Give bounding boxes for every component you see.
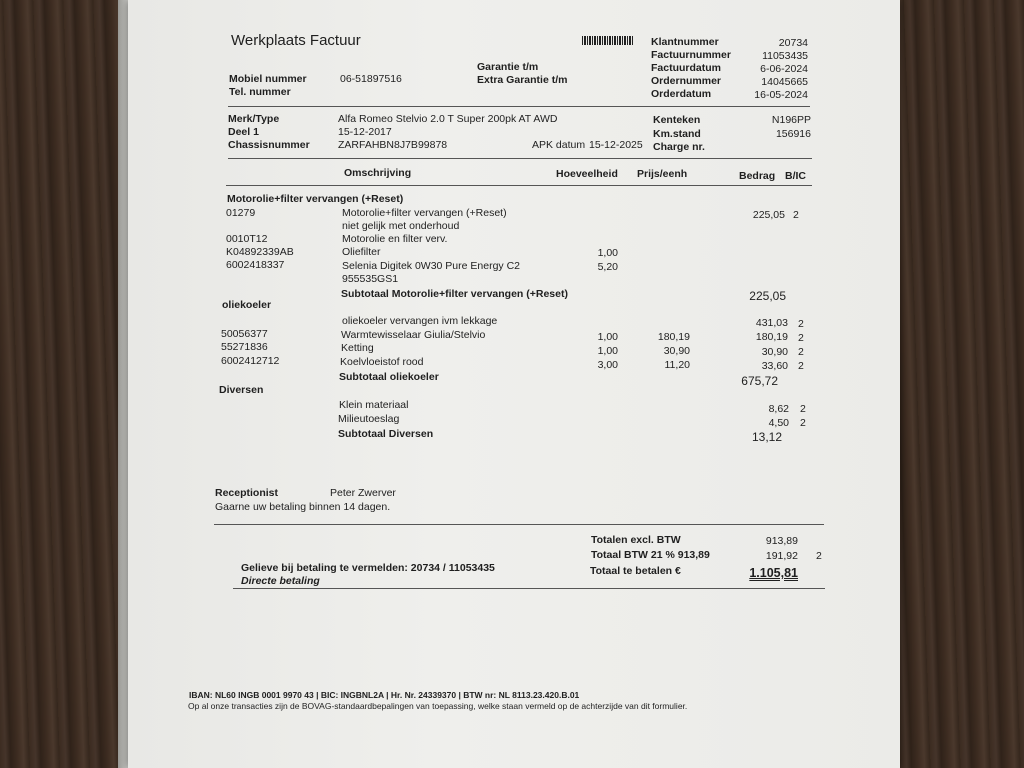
col-bedrag: Bedrag xyxy=(739,170,776,182)
factuurdatum-value: 6-06-2024 xyxy=(760,63,808,75)
total-due-value: 1.105,81 xyxy=(749,566,798,580)
factuurdatum-label: Factuurdatum xyxy=(651,62,722,74)
row-description: Oliefilter xyxy=(342,246,381,258)
invoice-page xyxy=(128,0,900,768)
extra-garantie-label: Extra Garantie t/m xyxy=(477,74,568,86)
ordernummer-label: Ordernummer xyxy=(651,75,722,87)
payment-divider xyxy=(233,588,825,589)
ordernummer-value: 14045665 xyxy=(761,76,808,88)
row-amount: 8,62 xyxy=(768,403,789,415)
row-code: 01279 xyxy=(226,207,256,219)
orderdatum-label: Orderdatum xyxy=(651,88,712,100)
merk-value: Alfa Romeo Stelvio 2.0 T Super 200pk AT AWD xyxy=(338,113,558,125)
total-btw-value: 191,92 xyxy=(765,550,798,562)
col-bic: B/IC xyxy=(785,170,806,182)
total-excl-value: 913,89 xyxy=(765,535,798,547)
totals-divider xyxy=(214,524,824,525)
subtotal-value: 675,72 xyxy=(741,374,778,388)
kmstand-label: Km.stand xyxy=(653,128,701,140)
kenteken-value: N196PP xyxy=(771,114,811,126)
row-code: 55271836 xyxy=(221,341,268,353)
garantie-label: Garantie t/m xyxy=(477,61,539,73)
charge-label: Charge nr. xyxy=(653,141,705,153)
bank-details: IBAN: NL60 INGB 0001 9970 43 | BIC: INGBNL2A | Hr. Nr. 24339370 | BTW nr: NL 8113.23.420.B.01 xyxy=(189,690,580,700)
chassis-label: Chassisnummer xyxy=(228,139,310,151)
kenteken-label: Kenteken xyxy=(653,114,701,126)
receptionist-name: Peter Zwerver xyxy=(330,487,396,499)
row-description: niet gelijk met onderhoud xyxy=(342,220,460,232)
section-heading: Diversen xyxy=(219,384,264,396)
mobiel-value: 06-51897516 xyxy=(340,73,402,85)
chassis-value: ZARFAHBN8J7B99878 xyxy=(338,139,448,151)
total-due-label: Totaal te betalen € xyxy=(590,565,681,577)
row-description: Motorolie en filter verv. xyxy=(342,233,448,245)
factuurnummer-label: Factuurnummer xyxy=(651,49,731,61)
row-price: 180,19 xyxy=(657,331,690,343)
total-btw-code: 2 xyxy=(816,550,822,562)
invoice-title: Werkplaats Factuur xyxy=(231,32,361,49)
total-btw-label: Totaal BTW 21 % 913,89 xyxy=(591,549,710,561)
subtotal-label: Subtotaal Motorolie+filter vervangen (+Reset) xyxy=(341,288,568,300)
row-amount: 180,19 xyxy=(755,331,788,343)
payment-note: Gaarne uw betaling binnen 14 dagen. xyxy=(215,501,391,513)
row-quantity: 1,00 xyxy=(597,247,618,259)
row-code: K04892339AB xyxy=(226,246,294,258)
klantnummer-label: Klantnummer xyxy=(651,36,719,48)
terms-line: Op al onze transacties zijn de BOVAG-standaardbepalingen van toepassing, welke staan vermeld op de achterzijde van dit formulier. xyxy=(188,701,688,711)
tel-label: Tel. nummer xyxy=(229,86,291,98)
col-omschrijving: Omschrijving xyxy=(344,167,412,179)
row-description: Selenia Digitek 0W30 Pure Energy C2 xyxy=(342,260,521,272)
row-code: 6002418337 xyxy=(226,259,285,271)
row-bic: 2 xyxy=(793,209,799,221)
row-amount: 30,90 xyxy=(761,346,788,358)
factuurnummer-value: 11053435 xyxy=(762,50,808,62)
vehicle-divider xyxy=(228,158,812,159)
row-quantity: 1,00 xyxy=(597,345,618,357)
orderdatum-value: 16-05-2024 xyxy=(754,89,808,101)
row-description: Klein materiaal xyxy=(339,399,409,411)
row-price: 30,90 xyxy=(663,345,690,357)
row-description: 955535GS1 xyxy=(342,273,399,285)
row-amount: 33,60 xyxy=(761,360,788,372)
row-code: 0010T12 xyxy=(226,233,268,245)
col-prijs: Prijs/eenh xyxy=(637,168,688,180)
row-bic: 2 xyxy=(798,332,804,344)
row-description: Ketting xyxy=(341,342,374,354)
row-bic: 2 xyxy=(800,403,806,415)
header-divider xyxy=(228,106,810,107)
columns-divider xyxy=(226,185,812,186)
barcode-image xyxy=(582,36,634,45)
row-price: 11,20 xyxy=(664,359,690,371)
row-quantity: 1,00 xyxy=(597,331,618,343)
deel-value: 15-12-2017 xyxy=(338,126,392,138)
col-hoeveelheid: Hoeveelheid xyxy=(556,168,618,180)
row-amount: 431,03 xyxy=(755,317,788,329)
deel-label: Deel 1 xyxy=(228,126,259,138)
row-code: 6002412712 xyxy=(221,355,280,367)
receptionist-label: Receptionist xyxy=(215,487,279,499)
row-code: 50056377 xyxy=(221,328,268,340)
row-description: oliekoeler vervangen ivm lekkage xyxy=(342,315,498,327)
section-heading: oliekoeler xyxy=(222,299,272,311)
section-heading: Motorolie+filter vervangen (+Reset) xyxy=(227,193,404,205)
subtotal-value: 13,12 xyxy=(751,430,782,444)
subtotal-label: Subtotaal Diversen xyxy=(338,428,434,440)
row-description: Motorolie+filter vervangen (+Reset) xyxy=(342,207,507,219)
mobiel-label: Mobiel nummer xyxy=(229,73,307,85)
row-amount: 4,50 xyxy=(768,417,789,429)
row-bic: 2 xyxy=(798,346,804,358)
total-excl-label: Totalen excl. BTW xyxy=(591,534,681,546)
klantnummer-value: 20734 xyxy=(778,37,808,49)
row-description: Milieutoeslag xyxy=(338,413,400,425)
subtotal-value: 225,05 xyxy=(749,289,786,303)
apk-label: APK datum xyxy=(532,139,586,151)
payment-reference: Gelieve bij betaling te vermelden: 20734 / 11053435 xyxy=(241,562,495,574)
row-bic: 2 xyxy=(798,318,804,330)
payment-method: Directe betaling xyxy=(241,575,320,587)
row-amount: 225,05 xyxy=(752,209,785,221)
row-description: Koelvloeistof rood xyxy=(340,356,424,368)
row-description: Warmtewisselaar Giulia/Stelvio xyxy=(341,329,486,341)
row-quantity: 3,00 xyxy=(597,359,618,371)
kmstand-value: 156916 xyxy=(775,128,811,140)
row-quantity: 5,20 xyxy=(597,261,618,273)
merk-label: Merk/Type xyxy=(228,113,280,125)
row-bic: 2 xyxy=(800,417,806,429)
subtotal-label: Subtotaal oliekoeler xyxy=(339,371,439,383)
apk-value: 15-12-2025 xyxy=(589,139,643,151)
row-bic: 2 xyxy=(798,360,804,372)
